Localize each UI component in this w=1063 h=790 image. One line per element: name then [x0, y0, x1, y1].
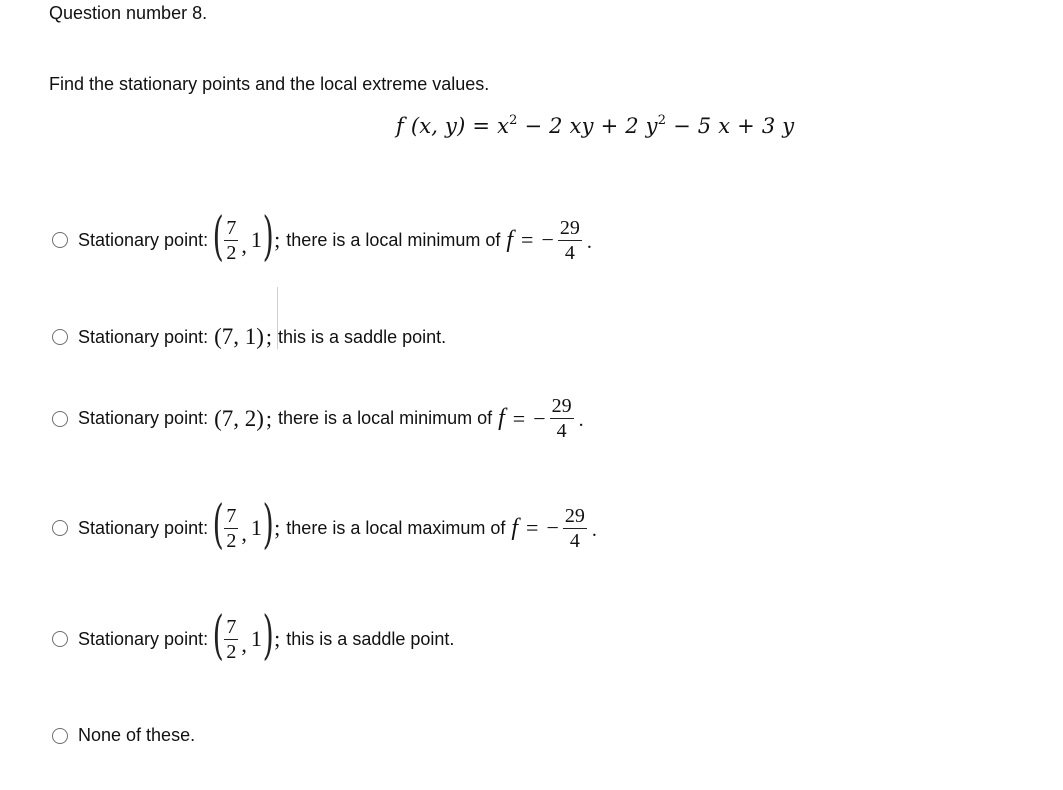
- formula-term-2: − 2 xy + 2 y: [524, 114, 658, 138]
- radio-button[interactable]: [52, 329, 68, 345]
- option-text: there is a local minimum of: [278, 408, 493, 428]
- comma: ,: [241, 521, 247, 546]
- radio-button[interactable]: [52, 411, 68, 427]
- question-number: Question number 8.: [49, 3, 208, 23]
- answer-option-5[interactable]: [52, 606, 455, 666]
- formula-term-1: x: [497, 114, 510, 138]
- answer-option-2[interactable]: [52, 324, 446, 350]
- point-expression: ( $\frac{7}{2}$ , 1 ): [212, 495, 274, 555]
- value-numerator: 29: [564, 504, 585, 527]
- answer-option-4[interactable]: [52, 495, 597, 555]
- option-label: Stationary point:: [78, 517, 209, 538]
- option-label: Stationary point:: [78, 229, 209, 250]
- fraction-denominator: 2: [226, 529, 237, 552]
- radio-button[interactable]: [52, 631, 68, 647]
- point-expression: ( $\frac{7}{2}$ , 1 ): [212, 606, 274, 666]
- point-y: 1: [250, 626, 262, 651]
- comma: ,: [241, 233, 247, 258]
- fraction-numerator: 7: [226, 216, 237, 239]
- fraction-denominator: 2: [226, 640, 237, 663]
- radio-button[interactable]: [52, 520, 68, 536]
- period: .: [578, 409, 584, 431]
- option-label: Stationary point:: [78, 326, 209, 347]
- value-numerator: 29: [559, 216, 580, 239]
- value-denominator: 4: [564, 241, 575, 264]
- function-symbol: f: [511, 514, 519, 541]
- minus-sign: −: [541, 227, 554, 252]
- semicolon: ;: [265, 324, 273, 349]
- radio-button[interactable]: [52, 728, 68, 744]
- option-text: there is a local maximum of: [286, 517, 506, 538]
- function-symbol: f: [498, 405, 505, 431]
- answer-option-6[interactable]: [52, 725, 195, 746]
- answer-option-1[interactable]: [52, 207, 592, 267]
- minus-sign: −: [546, 515, 559, 540]
- fraction: [224, 218, 238, 263]
- point-y: 1: [250, 227, 262, 252]
- point-y: 1: [250, 515, 262, 540]
- period: .: [586, 230, 592, 253]
- formula-exponent-1: 2: [509, 113, 518, 128]
- period: .: [591, 518, 597, 541]
- point-expression: (7, 2): [214, 405, 264, 431]
- value-fraction: [558, 218, 582, 263]
- option-text: None of these.: [78, 725, 196, 745]
- fraction-denominator: 2: [226, 241, 237, 264]
- minus-sign: −: [533, 405, 546, 431]
- question-prompt: Find the stationary points and the local extreme values.: [49, 74, 490, 94]
- option-text: there is a local minimum of: [286, 229, 501, 250]
- option-label: Stationary point:: [78, 628, 209, 649]
- function-formula: [396, 114, 794, 138]
- comma: ,: [241, 632, 247, 657]
- equals-sign: =: [526, 515, 539, 540]
- value-fraction: [563, 506, 587, 551]
- radio-button[interactable]: [52, 232, 68, 248]
- fraction-numerator: 7: [226, 504, 237, 527]
- fraction: [224, 617, 238, 662]
- point-expression: (7, 1): [214, 324, 264, 349]
- semicolon: ;: [274, 227, 281, 252]
- equals-sign: =: [512, 405, 526, 431]
- formula-term-3: − 5 x + 3 y: [673, 114, 795, 138]
- answer-option-3[interactable]: [52, 396, 584, 441]
- semicolon: ;: [274, 515, 281, 540]
- equals-sign: =: [521, 227, 534, 252]
- point-expression: ( $\frac{7}{2}$ , 1 ): [212, 207, 274, 267]
- option-text: this is a saddle point.: [286, 628, 455, 649]
- value-denominator: 4: [569, 529, 580, 552]
- option-label: Stationary point:: [78, 408, 209, 428]
- fraction-numerator: 7: [226, 615, 237, 638]
- function-symbol: f: [506, 226, 514, 253]
- formula-exponent-2: 2: [657, 113, 667, 128]
- value-numerator: 29: [551, 395, 572, 417]
- formula-lhs: f (x, y) =: [396, 114, 491, 138]
- semicolon: ;: [265, 405, 273, 431]
- value-fraction: [550, 396, 574, 441]
- fraction: [224, 506, 238, 551]
- semicolon: ;: [274, 626, 281, 651]
- value-denominator: 4: [556, 420, 567, 442]
- option-text: this is a saddle point.: [278, 326, 447, 347]
